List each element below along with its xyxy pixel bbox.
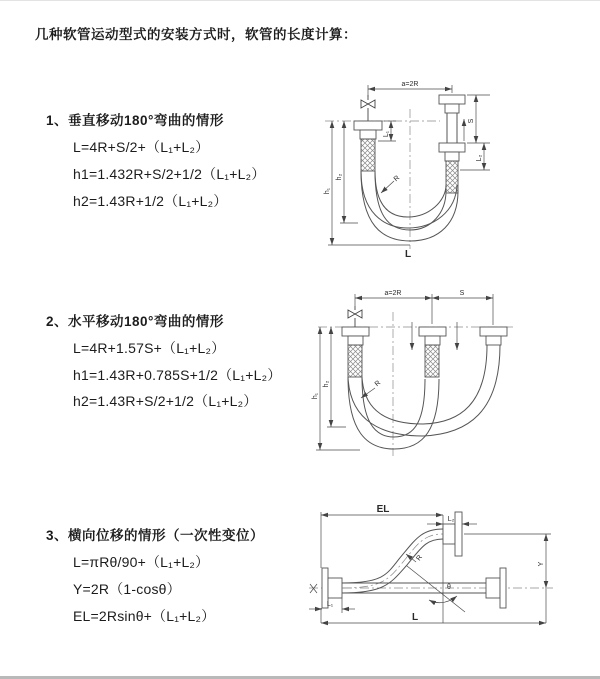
dim-label-R: R [373, 379, 383, 389]
dim-label-span: a=2R [401, 81, 419, 88]
diagram-lateral-displacement [303, 504, 595, 652]
hose [361, 171, 458, 241]
left-fitting [354, 121, 382, 171]
diagram-labels [327, 504, 545, 623]
right-fitting [439, 95, 465, 193]
dim-label-theta: θ [447, 584, 451, 591]
dim-label-L2: L₂ [476, 154, 483, 162]
dimension-lines [316, 294, 493, 450]
displaced-hose [342, 512, 462, 593]
dim-label-S: S [459, 290, 465, 297]
pipe-break-mark [310, 584, 317, 593]
hose [348, 345, 500, 449]
valve-icon [361, 95, 375, 121]
dim-label-h1: h₁ [312, 392, 319, 400]
section-1-formula-L: L=4R+S/2+（L₁+L₂） [73, 139, 210, 155]
dim-label-EL: EL [376, 504, 390, 515]
section-3-heading: 3、横向位移的情形（一次性变位） [46, 528, 265, 543]
left-fitting [342, 327, 369, 377]
page-title: 几种软管运动型式的安装方式时，软管的长度计算： [35, 27, 357, 42]
section-2-formula-h2: h2=1.43R+S/2+1/2（L₁+L₂） [73, 393, 258, 409]
dim-label-S: S [468, 118, 475, 124]
dim-label-h2: h₂ [323, 380, 330, 388]
section-1-formula-h1: h1=1.432R+S/2+1/2（L₁+L₂） [73, 166, 266, 182]
section-2-formula-h1: h1=1.43R+0.785S+1/2（L₁+L₂） [73, 367, 282, 383]
dim-label-L1: L₁ [383, 130, 390, 138]
dim-label-L: L [404, 249, 412, 260]
centerlines [309, 534, 553, 593]
section-1-formula-h2: h2=1.43R+1/2（L₁+L₂） [73, 193, 228, 209]
valve-icon [348, 306, 362, 327]
section-3-formula-L: L=πRθ/90+（L₁+L₂） [73, 554, 210, 570]
dim-label-R: R [415, 554, 425, 563]
radius-leader [381, 181, 394, 193]
dim-label-h2: h₂ [336, 173, 343, 181]
diagram-horizontal-180-bend [298, 284, 598, 464]
right-fitting [480, 327, 507, 345]
dimension-lines [328, 85, 490, 245]
middle-fitting [419, 327, 446, 377]
dim-label-L: L [411, 612, 419, 623]
section-2-heading: 2、水平移动180°弯曲的情形 [46, 314, 224, 329]
dim-label-L1: L₁ [326, 601, 334, 608]
diagram-vertical-180-bend [300, 73, 590, 259]
dimension-lines [309, 512, 551, 623]
dim-label-span: a=2R [384, 290, 402, 297]
section-3-formula-Y: Y=2R（1-cosθ） [73, 581, 181, 597]
dim-label-R: R [392, 174, 402, 184]
dim-label-L2: L₂ [447, 516, 455, 523]
section-2-formula-L: L=4R+1.57S+（L₁+L₂） [73, 340, 226, 356]
diagram-labels [312, 290, 465, 399]
dim-label-h1: h₁ [324, 187, 331, 195]
section-1-heading: 1、垂直移动180°弯曲的情形 [46, 113, 224, 128]
dim-label-Y: Y [538, 561, 545, 567]
section-3-formula-EL: EL=2Rsinθ+（L₁+L₂） [73, 608, 216, 624]
